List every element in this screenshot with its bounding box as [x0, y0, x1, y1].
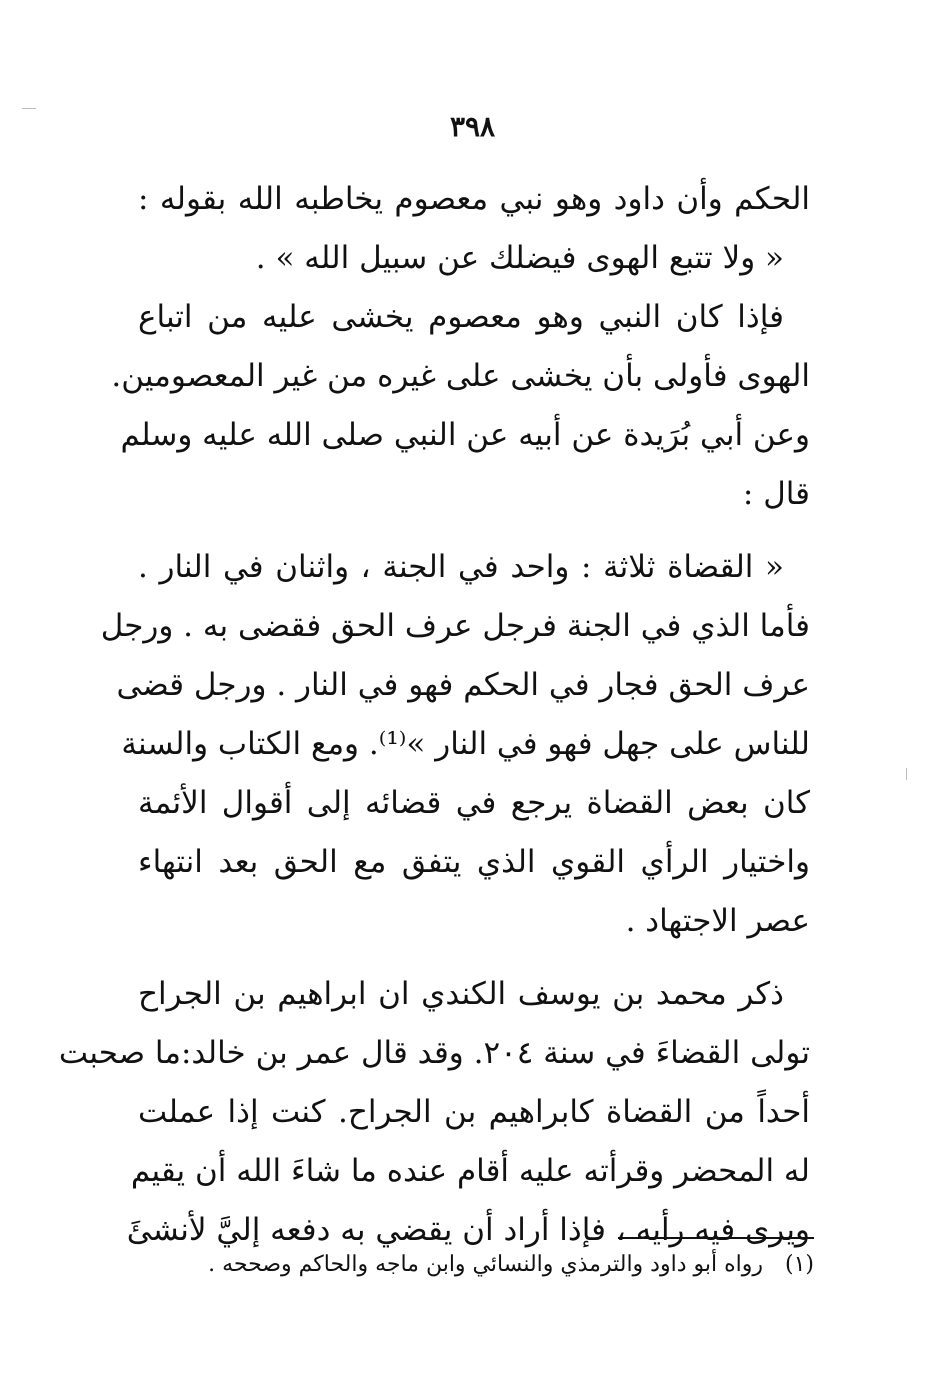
- hadith-quote-line: « القضاة ثلاثة : واحد في الجنة ، واثنان في النار .: [138, 549, 784, 585]
- text-line: للناس على جهل فهو في النار »⁽¹⁾. ومع الكتاب والسنة: [121, 726, 810, 762]
- text-line: وعن أبي بُرَيدة عن أبيه عن النبي صلى الله عليه وسلم: [120, 417, 810, 453]
- text-line: قال :: [742, 476, 810, 512]
- text-line: ذكر محمد بن يوسف الكندي ان ابراهيم بن الجراح: [138, 976, 784, 1012]
- footnote-separator: [618, 1237, 814, 1239]
- scan-mark-left: [22, 108, 36, 109]
- text-line: فإذا كان النبي وهو معصوم يخشى عليه من اتباع: [138, 299, 784, 335]
- body-text: [58, 170, 810, 1260]
- text-line: الهوى فأولى بأن يخشى على غيره من غير المعصومين.: [111, 358, 810, 394]
- text-line: فأما الذي في الجنة فرجل عرف الحق فقضى به . ورجل: [100, 608, 810, 644]
- footnote-marker: (١): [784, 1252, 814, 1277]
- page-number: ٣٩٨: [449, 110, 496, 143]
- text-line: أحداً من القضاة كابراهيم بن الجراح. كنت إذا عملت: [138, 1094, 810, 1130]
- quran-quote-line: « ولا تتبع الهوى فيضلك عن سبيل الله » .: [255, 240, 784, 276]
- text-line: له المحضر وقرأته عليه أقام عنده ما شاءَ الله أن يقيم: [130, 1153, 810, 1189]
- scan-mark-right: [906, 768, 907, 780]
- footnote-text: رواه أبو داود والترمذي والنسائي وابن ماجه والحاكم وصححه .: [208, 1252, 763, 1277]
- text-line: عرف الحق فجار في الحكم فهو في النار . ورجل قضى: [116, 667, 810, 703]
- text-line: تولى القضاءَ في سنة ٢٠٤. وقد قال عمر بن خالد:ما صحبت: [58, 1035, 810, 1071]
- text-line: الحكم وأن داود وهو نبي معصوم يخاطبه الله بقوله :: [138, 181, 810, 217]
- text-line: كان بعض القضاة يرجع في قضائه إلى أقوال الأئمة: [138, 785, 810, 821]
- footnote: [208, 1252, 814, 1277]
- text-line: واختيار الرأي القوي الذي يتفق مع الحق بعد انتهاء: [138, 844, 810, 880]
- text-line: ويرى فيه رأيه ، فإذا أراد أن يقضي به دفعه إليَّ لأنشئَ: [126, 1212, 810, 1248]
- text-line: عصر الاجتهاد .: [625, 903, 810, 939]
